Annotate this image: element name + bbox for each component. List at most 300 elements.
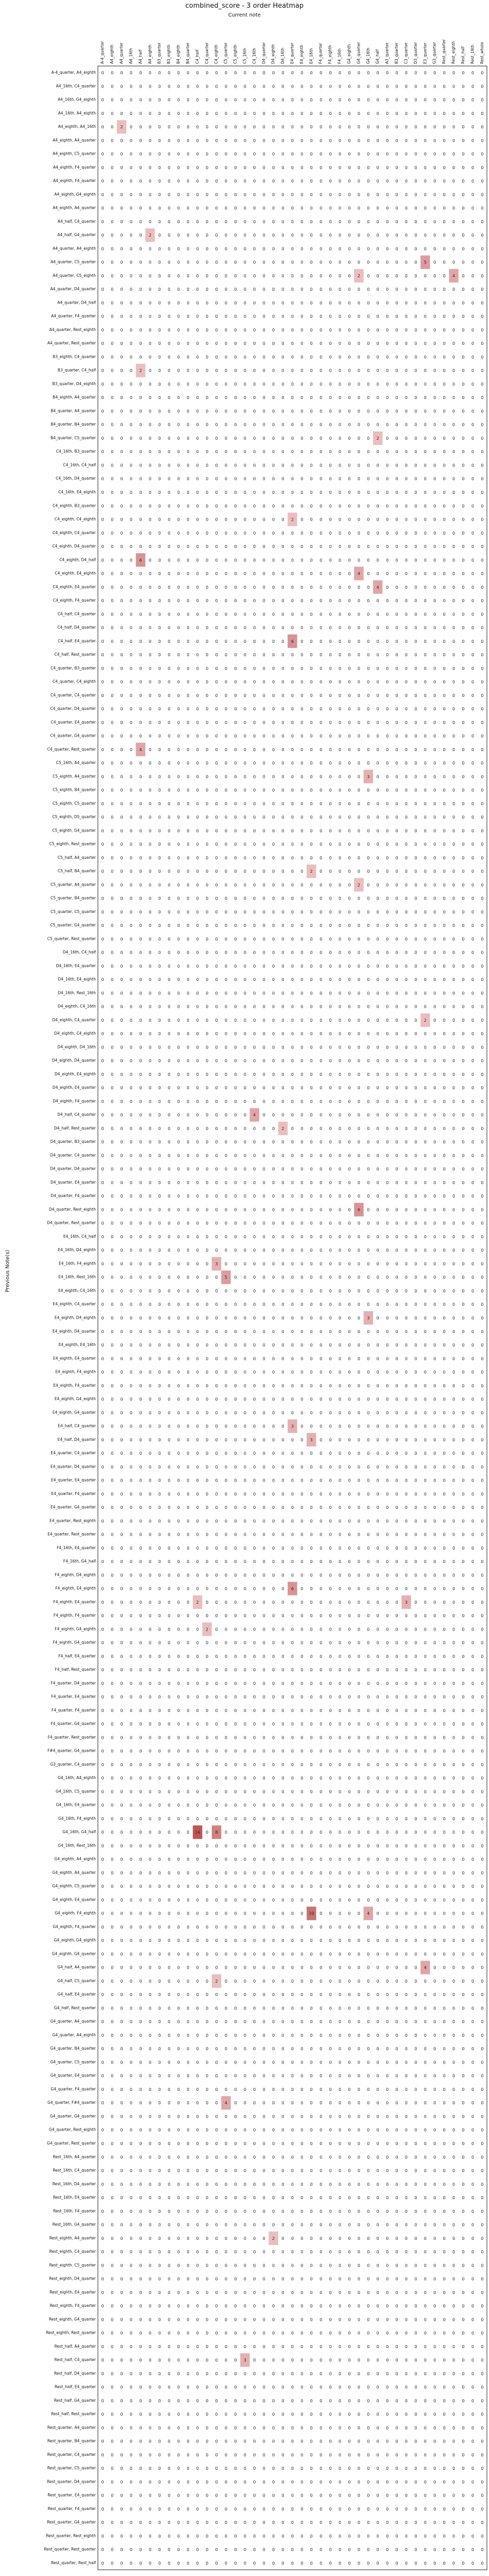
cell-value: 0	[225, 341, 227, 346]
cell-value: 0	[263, 1045, 265, 1050]
cell-value: 0	[111, 653, 113, 657]
cell-value: 0	[196, 1221, 199, 1226]
cell-value: 0	[339, 341, 341, 346]
cell-value: 0	[414, 1478, 417, 1483]
cell-value: 0	[319, 165, 322, 170]
cell-value: 0	[187, 1343, 189, 1348]
cell-value: 0	[310, 1533, 313, 1537]
cell-value: 0	[310, 1627, 313, 1632]
cell-value: 0	[405, 1167, 408, 1172]
cell-value: 0	[215, 206, 218, 211]
cell-value: 0	[196, 1370, 199, 1375]
cell-value: 0	[329, 1519, 332, 1523]
cell-value: 0	[158, 1438, 161, 1442]
cell-value: 0	[358, 165, 360, 170]
cell-value: 0	[187, 1533, 189, 1537]
cell-value: 0	[244, 1140, 246, 1144]
cell-value: 0	[149, 1627, 151, 1632]
cell-value: 0	[386, 1546, 389, 1551]
cell-value: 0	[424, 693, 427, 698]
cell-value: 0	[130, 1167, 132, 1172]
cell-value: 0	[168, 1113, 171, 1118]
cell-value: 0	[187, 369, 189, 373]
cell-value: 0	[272, 1546, 275, 1551]
cell-value: 0	[225, 423, 227, 427]
cell-value: 0	[272, 463, 275, 468]
cell-value: 0	[111, 1086, 113, 1090]
cell-value: 0	[206, 991, 208, 995]
cell-value: 0	[443, 1505, 446, 1510]
cell-value: 0	[348, 964, 350, 969]
cell-value: 0	[234, 1343, 237, 1348]
cell-value: 0	[282, 246, 284, 251]
cell-value: 0	[358, 774, 360, 779]
cell-value: 0	[443, 1316, 446, 1321]
cell-value: 0	[291, 991, 294, 995]
cell-value: 0	[177, 1302, 180, 1307]
cell-value: 0	[405, 1032, 408, 1036]
cell-value: 0	[139, 206, 142, 211]
cell-value: 0	[367, 951, 369, 955]
cell-value: 0	[300, 693, 303, 698]
cell-value: 0	[291, 71, 294, 75]
cell-value: 0	[139, 1113, 142, 1118]
cell-value: 0	[111, 896, 113, 901]
cell-value: 0	[291, 1492, 294, 1497]
cell-value: 0	[102, 301, 104, 305]
cell-value: 0	[367, 1559, 369, 1564]
cell-value: 0	[168, 341, 171, 346]
cell-value: 0	[111, 599, 113, 603]
cell-value: 0	[291, 314, 294, 319]
cell-value: 0	[168, 1086, 171, 1090]
cell-value: 0	[471, 409, 474, 413]
cell-value: 0	[206, 450, 208, 454]
cell-value: 0	[234, 572, 237, 576]
cell-value: 0	[452, 1600, 455, 1605]
cell-value: 6	[291, 1587, 294, 1591]
cell-value: 0	[481, 1005, 483, 1009]
x-tick-label: Rest_quarter	[442, 39, 446, 64]
cell-value: 0	[111, 1126, 113, 1131]
cell-value: 0	[339, 1275, 341, 1280]
cell-value: 0	[177, 1005, 180, 1009]
cell-value: 0	[319, 1181, 322, 1185]
cell-value: 0	[263, 1194, 265, 1199]
cell-value: 0	[433, 1194, 436, 1199]
cell-value: 0	[253, 220, 256, 224]
cell-value: 0	[433, 639, 436, 644]
cell-value: 0	[339, 1316, 341, 1321]
cell-value: 0	[405, 923, 408, 928]
cell-value: 0	[187, 747, 189, 752]
cell-value: 0	[300, 923, 303, 928]
cell-value: 0	[187, 937, 189, 941]
cell-value: 0	[206, 1397, 208, 1402]
cell-value: 0	[120, 774, 123, 779]
cell-value: 0	[139, 1018, 142, 1023]
cell-value: 0	[272, 1627, 275, 1632]
cell-value: 0	[414, 220, 417, 224]
cell-value: 0	[234, 937, 237, 941]
cell-value: 0	[358, 612, 360, 617]
cell-value: 0	[339, 382, 341, 387]
cell-value: 0	[481, 1059, 483, 1063]
cell-value: 0	[253, 734, 256, 739]
cell-value: 0	[177, 707, 180, 711]
cell-value: 0	[272, 720, 275, 725]
cell-value: 0	[433, 1424, 436, 1429]
cell-value: 0	[187, 1492, 189, 1497]
x-tick-label: B4_eighth	[176, 44, 181, 64]
cell-value: 0	[462, 842, 464, 847]
cell-value: 0	[367, 1533, 369, 1537]
cell-value: 0	[158, 436, 161, 441]
cell-value: 0	[263, 1384, 265, 1388]
cell-value: 0	[310, 937, 313, 941]
cell-value: 0	[348, 1235, 350, 1239]
cell-value: 0	[177, 572, 180, 576]
cell-value: 0	[481, 1018, 483, 1023]
cell-value: 0	[339, 1343, 341, 1348]
cell-value: 0	[358, 1384, 360, 1388]
cell-value: 0	[367, 369, 369, 373]
cell-value: 0	[424, 1519, 427, 1523]
cell-value: 0	[120, 639, 123, 644]
cell-value: 0	[272, 152, 275, 157]
cell-value: 0	[339, 165, 341, 170]
cell-value: 0	[481, 1248, 483, 1253]
cell-value: 0	[253, 287, 256, 292]
x-tick-label: A4_eighth	[147, 44, 152, 64]
cell-value: 0	[339, 1235, 341, 1239]
cell-value: 0	[177, 71, 180, 75]
cell-value: 0	[130, 220, 132, 224]
cell-value: 0	[177, 165, 180, 170]
cell-value: 0	[386, 1329, 389, 1334]
cell-value: 0	[187, 423, 189, 427]
cell-value: 0	[225, 680, 227, 685]
cell-value: 0	[329, 828, 332, 833]
cell-value: 0	[272, 585, 275, 590]
cell-value: 0	[452, 355, 455, 359]
cell-value: 0	[339, 1600, 341, 1605]
cell-value: 0	[329, 869, 332, 874]
x-tick-label: Rest_eighth	[451, 41, 456, 64]
cell-value: 0	[130, 1384, 132, 1388]
cell-value: 0	[329, 1329, 332, 1334]
cell-value: 0	[433, 666, 436, 671]
cell-value: 0	[196, 98, 199, 103]
cell-value: 0	[206, 138, 208, 143]
cell-value: 0	[263, 1438, 265, 1442]
cell-value: 0	[149, 301, 151, 305]
cell-value: 0	[187, 138, 189, 143]
cell-value: 0	[225, 1492, 227, 1497]
cell-value: 0	[120, 1492, 123, 1497]
cell-value: 0	[377, 98, 379, 103]
cell-value: 0	[462, 1302, 464, 1307]
cell-value: 0	[234, 761, 237, 766]
cell-value: 0	[253, 639, 256, 644]
cell-value: 0	[396, 1153, 398, 1158]
cell-value: 0	[282, 572, 284, 576]
cell-value: 0	[291, 1126, 294, 1131]
cell-value: 0	[414, 1573, 417, 1577]
cell-value: 0	[206, 1181, 208, 1185]
cell-value: 0	[396, 923, 398, 928]
cell-value: 0	[443, 98, 446, 103]
cell-value: 0	[244, 572, 246, 576]
y-tick-label: B3_eighth, C4_quarter	[53, 354, 96, 359]
cell-value: 0	[130, 1140, 132, 1144]
cell-value: 0	[139, 409, 142, 413]
cell-value: 0	[102, 666, 104, 671]
cell-value: 0	[168, 260, 171, 265]
cell-value: 0	[291, 179, 294, 184]
cell-value: 0	[319, 951, 322, 955]
cell-value: 0	[396, 869, 398, 874]
y-tick-label: A4_16th, G4_eighth	[58, 97, 96, 102]
cell-value: 0	[139, 1533, 142, 1537]
cell-value: 0	[339, 1140, 341, 1144]
cell-value: 0	[433, 220, 436, 224]
chart-title: combined_score - 3 order Heatmap	[0, 2, 489, 10]
cell-value: 0	[263, 1533, 265, 1537]
cell-value: 0	[272, 558, 275, 562]
cell-value: 0	[329, 1438, 332, 1442]
cell-value: 0	[433, 1181, 436, 1185]
cell-value: 0	[187, 1275, 189, 1280]
cell-value: 0	[215, 544, 218, 549]
cell-value: 0	[471, 301, 474, 305]
cell-value: 0	[111, 98, 113, 103]
cell-value: 0	[377, 788, 379, 793]
cell-value: 0	[310, 138, 313, 143]
cell-value: 0	[102, 1275, 104, 1280]
cell-value: 0	[481, 910, 483, 915]
cell-value: 0	[263, 246, 265, 251]
cell-value: 0	[244, 626, 246, 630]
cell-value: 0	[102, 1086, 104, 1090]
cell-value: 0	[215, 1519, 218, 1523]
cell-value: 0	[234, 98, 237, 103]
cell-value: 0	[253, 260, 256, 265]
cell-value: 0	[111, 138, 113, 143]
cell-value: 0	[120, 220, 123, 224]
cell-value: 0	[177, 1343, 180, 1348]
cell-value: 0	[471, 639, 474, 644]
cell-value: 0	[158, 220, 161, 224]
cell-value: 0	[358, 910, 360, 915]
cell-value: 0	[149, 964, 151, 969]
cell-value: 0	[149, 1654, 151, 1659]
cell-value: 0	[319, 423, 322, 427]
cell-value: 4	[139, 747, 142, 752]
y-tick-label: D4_quarter, F4_quarter	[50, 1193, 96, 1198]
cell-value: 0	[319, 1600, 322, 1605]
cell-value: 0	[348, 991, 350, 995]
cell-value: 0	[282, 1546, 284, 1551]
cell-value: 0	[177, 1140, 180, 1144]
cell-value: 0	[206, 1032, 208, 1036]
cell-value: 0	[111, 1059, 113, 1063]
cell-value: 0	[319, 1384, 322, 1388]
y-tick-label: F4_eighth, E4_quarter	[53, 1600, 96, 1604]
cell-value: 0	[263, 1600, 265, 1605]
cell-value: 0	[481, 409, 483, 413]
cell-value: 0	[244, 923, 246, 928]
cell-value: 0	[452, 1140, 455, 1144]
cell-value: 0	[139, 761, 142, 766]
cell-value: 0	[433, 463, 436, 468]
cell-value: 0	[168, 802, 171, 806]
cell-value: 0	[367, 382, 369, 387]
cell-value: 0	[102, 1438, 104, 1442]
cell-value: 0	[348, 1424, 350, 1429]
cell-value: 0	[329, 653, 332, 657]
cell-value: 0	[310, 1492, 313, 1497]
cell-value: 0	[225, 788, 227, 793]
cell-value: 0	[358, 1005, 360, 1009]
cell-value: 0	[405, 626, 408, 630]
cell-value: 0	[300, 274, 303, 278]
cell-value: 0	[282, 1329, 284, 1334]
cell-value: 0	[358, 463, 360, 468]
cell-value: 0	[386, 1370, 389, 1375]
cell-value: 0	[471, 1533, 474, 1537]
cell-value: 0	[149, 111, 151, 116]
cell-value: 0	[433, 1492, 436, 1497]
cell-value: 0	[319, 693, 322, 698]
cell-value: 0	[149, 828, 151, 833]
cell-value: 0	[120, 1424, 123, 1429]
cell-value: 0	[414, 1126, 417, 1131]
cell-value: 0	[120, 518, 123, 522]
cell-value: 0	[177, 842, 180, 847]
cell-value: 0	[377, 1600, 379, 1605]
cell-value: 0	[424, 720, 427, 725]
cell-value: 0	[329, 450, 332, 454]
cell-value: 0	[282, 463, 284, 468]
cell-value: 0	[149, 165, 151, 170]
cell-value: 0	[481, 246, 483, 251]
cell-value: 0	[414, 842, 417, 847]
cell-value: 0	[348, 1451, 350, 1456]
cell-value: 0	[158, 1140, 161, 1144]
cell-value: 0	[253, 301, 256, 305]
cell-value: 0	[158, 1614, 161, 1618]
cell-value: 0	[149, 653, 151, 657]
cell-value: 0	[462, 896, 464, 901]
cell-value: 0	[263, 490, 265, 495]
cell-value: 0	[102, 1546, 104, 1551]
cell-value: 0	[424, 1207, 427, 1212]
cell-value: 0	[319, 436, 322, 441]
cell-value: 0	[177, 260, 180, 265]
y-tick-label: C4_eighth, B3_quarter	[53, 503, 96, 508]
cell-value: 0	[310, 518, 313, 522]
cell-value: 0	[130, 71, 132, 75]
cell-value: 0	[102, 125, 104, 129]
cell-value: 0	[291, 1005, 294, 1009]
cell-value: 0	[272, 1045, 275, 1050]
cell-value: 0	[300, 1329, 303, 1334]
cell-value: 0	[300, 1356, 303, 1361]
cell-value: 0	[367, 923, 369, 928]
cell-value: 0	[405, 1438, 408, 1442]
cell-value: 0	[244, 179, 246, 184]
cell-value: 0	[471, 1559, 474, 1564]
cell-value: 0	[120, 1167, 123, 1172]
cell-value: 0	[405, 98, 408, 103]
cell-value: 0	[443, 1519, 446, 1523]
cell-value: 0	[149, 1235, 151, 1239]
cell-value: 0	[310, 951, 313, 955]
cell-value: 0	[196, 369, 199, 373]
cell-value: 0	[263, 964, 265, 969]
cell-value: 0	[244, 138, 246, 143]
cell-value: 0	[471, 1410, 474, 1415]
cell-value: 0	[234, 707, 237, 711]
cell-value: 0	[196, 423, 199, 427]
cell-value: 0	[319, 747, 322, 752]
cell-value: 0	[139, 626, 142, 630]
cell-value: 0	[300, 734, 303, 739]
cell-value: 0	[319, 287, 322, 292]
cell-value: 0	[358, 1248, 360, 1253]
y-tick-label: A4_quarter, A4_eighth	[53, 246, 96, 251]
cell-value: 0	[471, 1384, 474, 1388]
cell-value: 0	[424, 1600, 427, 1605]
cell-value: 0	[139, 856, 142, 860]
cell-value: 0	[348, 883, 350, 887]
cell-value: 0	[291, 1370, 294, 1375]
cell-value: 0	[300, 585, 303, 590]
cell-value: 0	[310, 1356, 313, 1361]
cell-value: 0	[386, 707, 389, 711]
cell-value: 0	[319, 206, 322, 211]
cell-value: 0	[319, 1018, 322, 1023]
cell-value: 0	[120, 355, 123, 359]
cell-value: 0	[367, 707, 369, 711]
cell-value: 0	[168, 572, 171, 576]
cell-value: 0	[158, 707, 161, 711]
cell-value: 0	[149, 585, 151, 590]
cell-value: 0	[424, 612, 427, 617]
cell-value: 0	[329, 1126, 332, 1131]
y-tick-label: D4_16th, E4_quarter	[56, 963, 96, 968]
cell-value: 0	[225, 71, 227, 75]
cell-value: 0	[139, 883, 142, 887]
cell-value: 0	[244, 1397, 246, 1402]
cell-value: 0	[452, 1207, 455, 1212]
cell-value: 0	[377, 138, 379, 143]
cell-value: 0	[187, 301, 189, 305]
cell-value: 0	[120, 301, 123, 305]
cell-value: 0	[471, 1113, 474, 1118]
cell-value: 0	[414, 639, 417, 644]
cell-value: 0	[196, 1465, 199, 1469]
cell-value: 0	[300, 612, 303, 617]
cell-value: 0	[177, 951, 180, 955]
cell-value: 0	[196, 1478, 199, 1483]
cell-value: 0	[206, 1600, 208, 1605]
cell-value: 0	[386, 233, 389, 238]
cell-value: 0	[139, 233, 142, 238]
cell-value: 0	[196, 179, 199, 184]
cell-value: 0	[177, 1248, 180, 1253]
